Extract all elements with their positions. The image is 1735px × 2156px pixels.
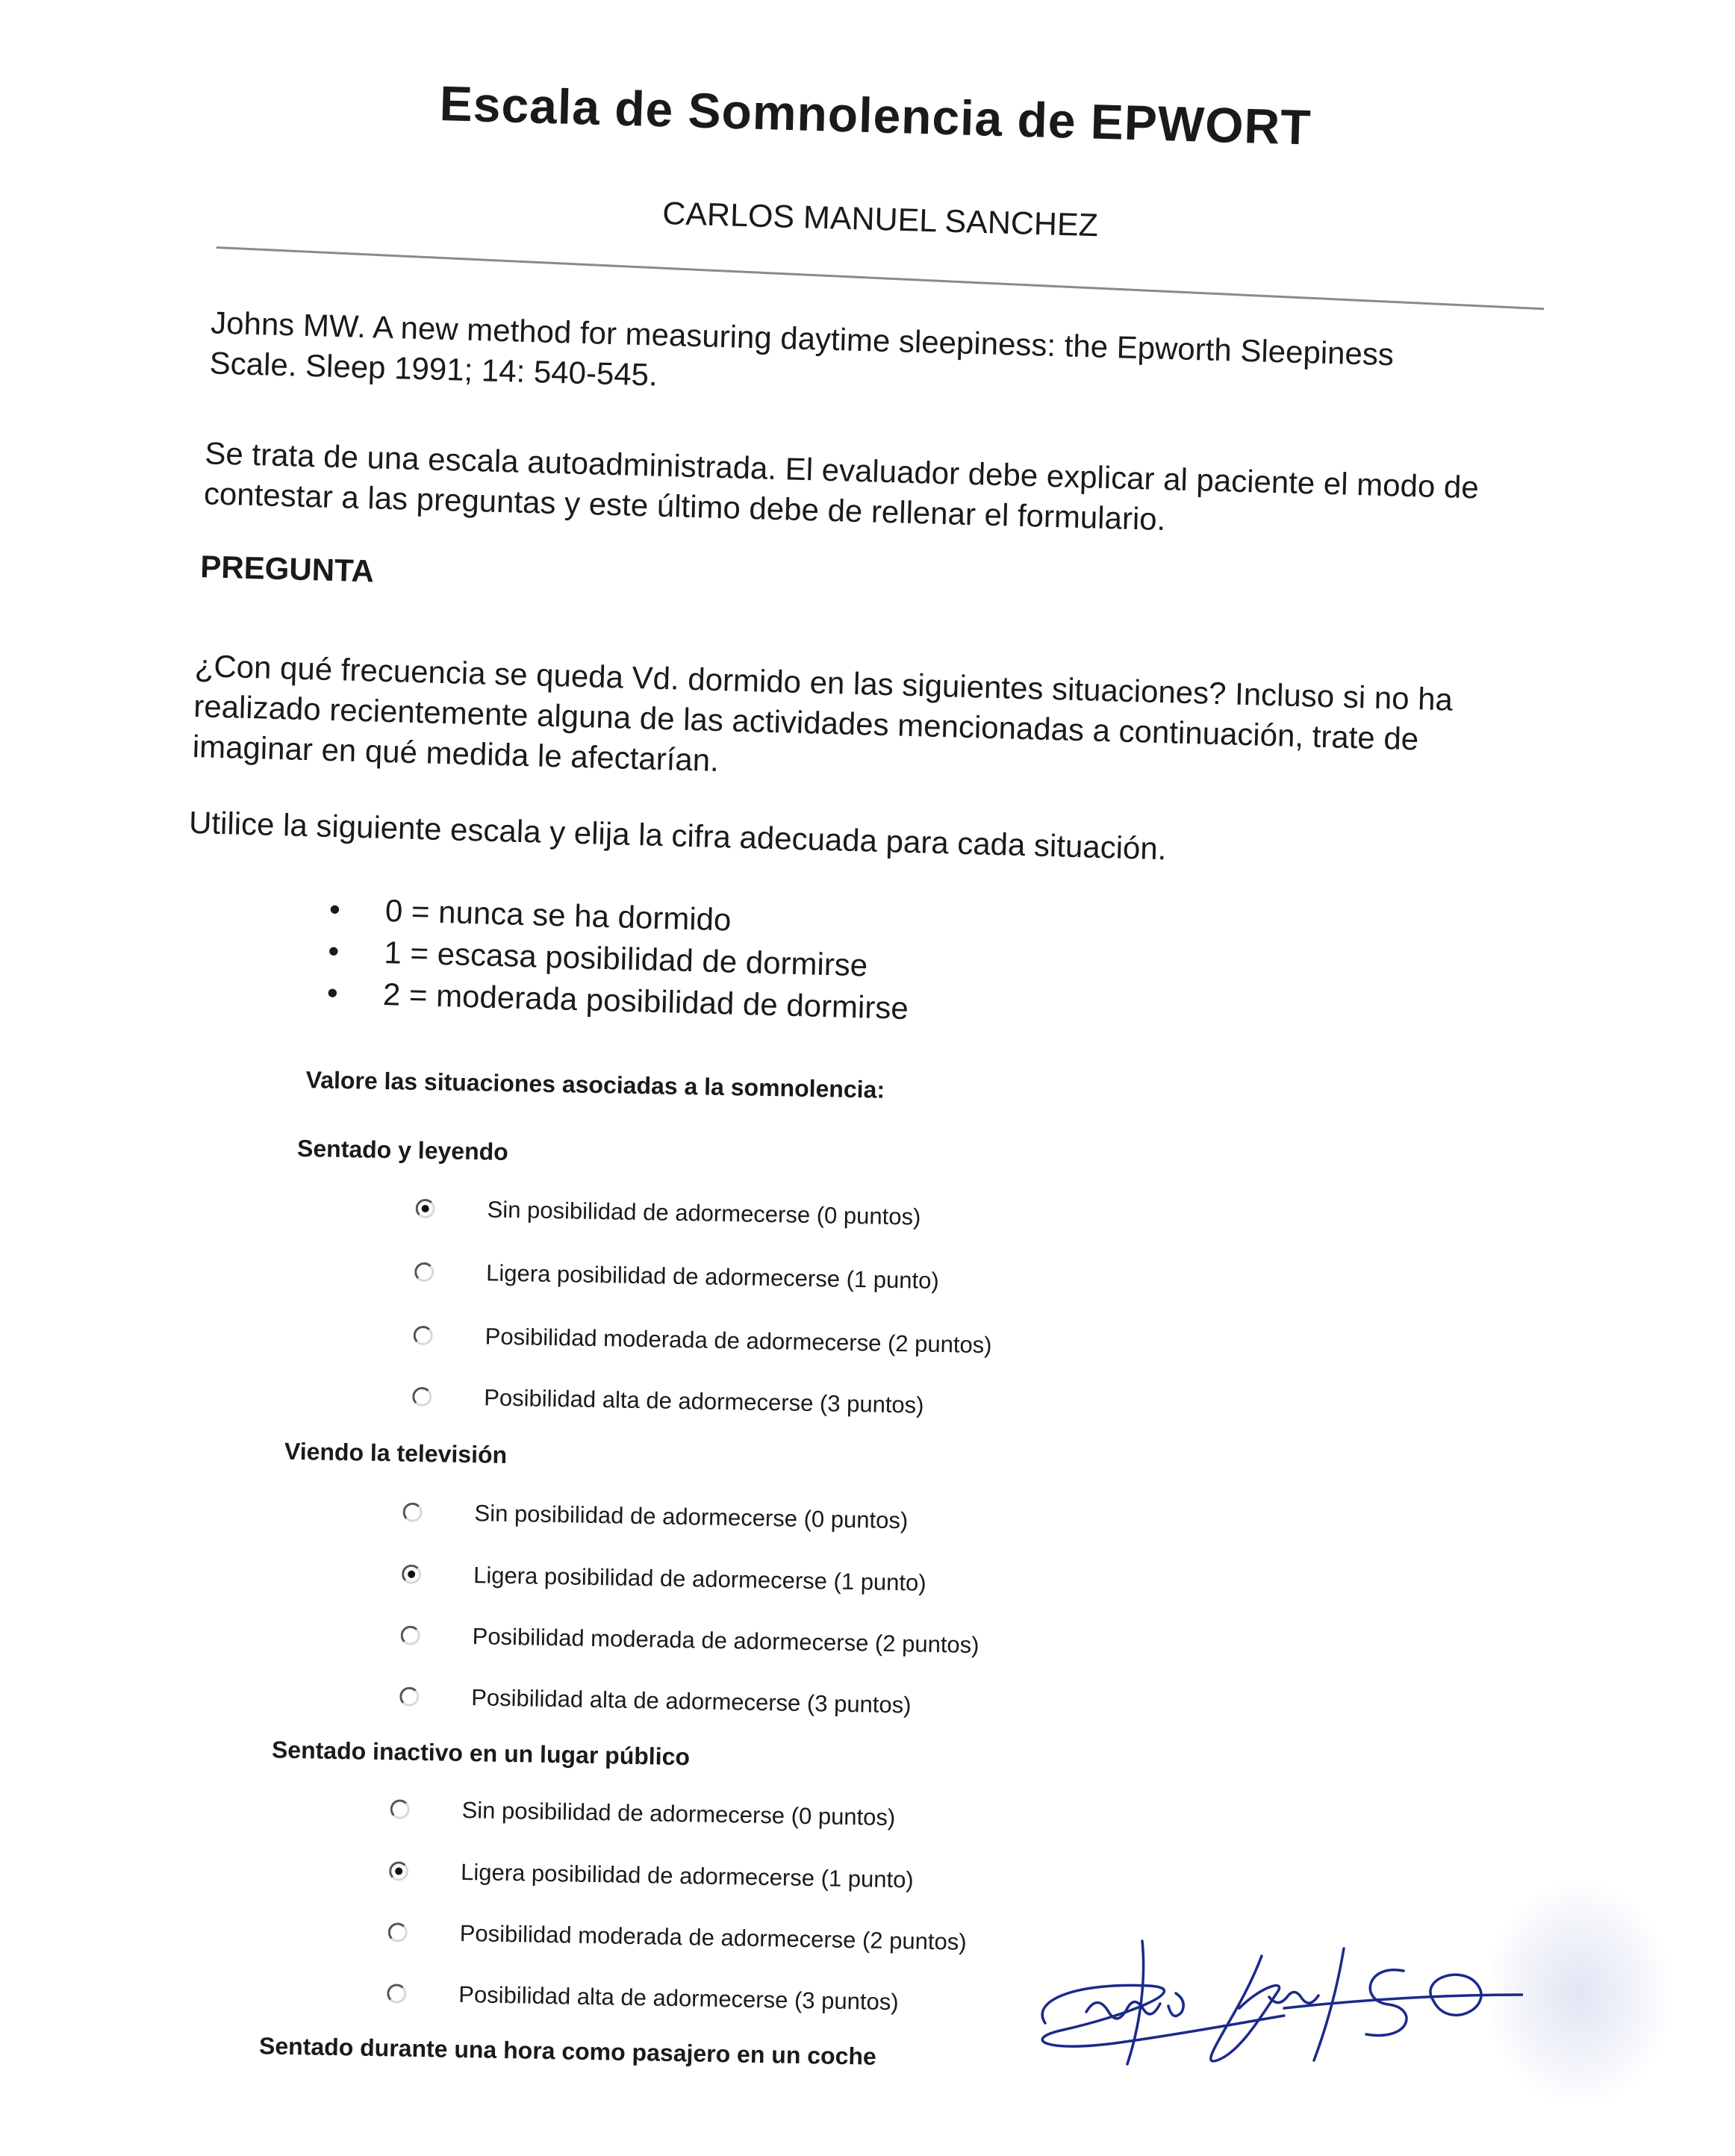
option-label: Ligera posibilidad de adormecerse (1 punto) xyxy=(473,1562,926,1596)
body-text xyxy=(188,302,1543,1026)
scale-item: • 2 = moderada posibilidad de dormirse xyxy=(326,972,909,1029)
radio-button[interactable] xyxy=(414,1326,433,1345)
section-label-sentado-leyendo: Sentado y leyendo xyxy=(296,1134,509,1165)
form-instruction: Valore las situaciones asociadas a la somnolencia: xyxy=(305,1066,885,1103)
radio-button[interactable] xyxy=(412,1387,432,1406)
radio-button[interactable] xyxy=(388,1922,408,1942)
option-label: Posibilidad moderada de adormecerse (2 puntos) xyxy=(485,1323,992,1359)
title-divider xyxy=(217,246,1544,310)
scale-item: • 1 = escasa posibilidad de dormirse xyxy=(328,930,910,988)
option-label: Sin posibilidad de adormecerse (0 puntos) xyxy=(487,1196,921,1230)
handwritten-signature xyxy=(1015,1911,1523,2090)
author-name: CARLOS MANUEL SANCHEZ xyxy=(661,196,1099,244)
citation-paragraph: Johns MW. A new method for measuring daytime sleepiness: the Epworth Sleepiness Scale. Sleep 1991; 14: 540-545. xyxy=(209,305,1395,393)
option-label: Ligera posibilidad de adormecerse (1 punto) xyxy=(485,1259,940,1294)
radio-button[interactable] xyxy=(390,1799,409,1819)
scale-intro-paragraph: Utilice la siguiente escala y elija la cifra adecuada para cada situación. xyxy=(188,804,1168,867)
radio-button[interactable] xyxy=(389,1861,408,1881)
option-row[interactable] xyxy=(399,1683,912,1719)
option-label: Sin posibilidad de adormecerse (0 puntos) xyxy=(461,1796,896,1831)
section-heading: PREGUNTA xyxy=(199,549,375,589)
option-label: Ligera posibilidad de adormecerse (1 punto) xyxy=(460,1858,915,1893)
section-label-television: Viendo la televisión xyxy=(284,1437,508,1468)
intro-paragraph: Se trata de una escala autoadministrada. El evaluador debe explicar al paciente el modo de contestar a las preguntas y este último debe de rellenar el formulario. xyxy=(203,435,1480,538)
question-paragraph: ¿Con qué frecuencia se queda Vd. dormido en las siguientes situaciones? Incluso si no ha realizado recientemente alguna de las actividades mencionadas a continuación, trate de imaginar en qué medida le afectarían. xyxy=(192,647,1454,779)
option-label: Posibilidad alta de adormecerse (3 puntos) xyxy=(458,1981,899,2016)
option-row[interactable] xyxy=(387,1919,966,1956)
option-label: Posibilidad alta de adormecerse (3 puntos) xyxy=(470,1684,912,1719)
option-row[interactable] xyxy=(413,1322,991,1359)
document-title: Escala de Somnolencia de EPWORT xyxy=(438,75,1312,155)
option-row[interactable] xyxy=(402,1561,926,1597)
option-label: Sin posibilidad de adormecerse (0 puntos) xyxy=(474,1500,909,1534)
option-row[interactable] xyxy=(400,1622,979,1660)
radio-button[interactable] xyxy=(402,1565,421,1584)
radio-button[interactable] xyxy=(400,1626,420,1645)
radio-button[interactable] xyxy=(387,1984,406,2003)
section-label-pasajero-coche: Sentado durante una hora como pasajero en un coche xyxy=(258,2032,877,2070)
radio-button[interactable] xyxy=(414,1262,434,1282)
option-row[interactable] xyxy=(389,1857,914,1893)
option-row[interactable] xyxy=(402,1499,908,1535)
sleepiness-form xyxy=(258,1066,1344,2070)
option-row[interactable] xyxy=(390,1795,895,1831)
radio-button[interactable] xyxy=(399,1686,419,1706)
option-row[interactable] xyxy=(412,1383,924,1419)
option-label: Posibilidad moderada de adormecerse (2 puntos) xyxy=(459,1919,967,1955)
option-row[interactable] xyxy=(414,1259,939,1294)
section-label-lugar-publico: Sentado inactivo en un lugar público xyxy=(271,1736,691,1771)
option-row[interactable] xyxy=(415,1195,921,1231)
scale-item: • 0 = nunca se ha dormido xyxy=(328,888,911,946)
option-label: Posibilidad alta de adormecerse (3 puntos) xyxy=(483,1384,924,1418)
option-row[interactable] xyxy=(387,1980,899,2016)
option-label: Posibilidad moderada de adormecerse (2 puntos) xyxy=(472,1623,979,1659)
radio-button[interactable] xyxy=(415,1199,434,1218)
radio-button[interactable] xyxy=(402,1503,422,1522)
scale-list xyxy=(326,888,911,1029)
